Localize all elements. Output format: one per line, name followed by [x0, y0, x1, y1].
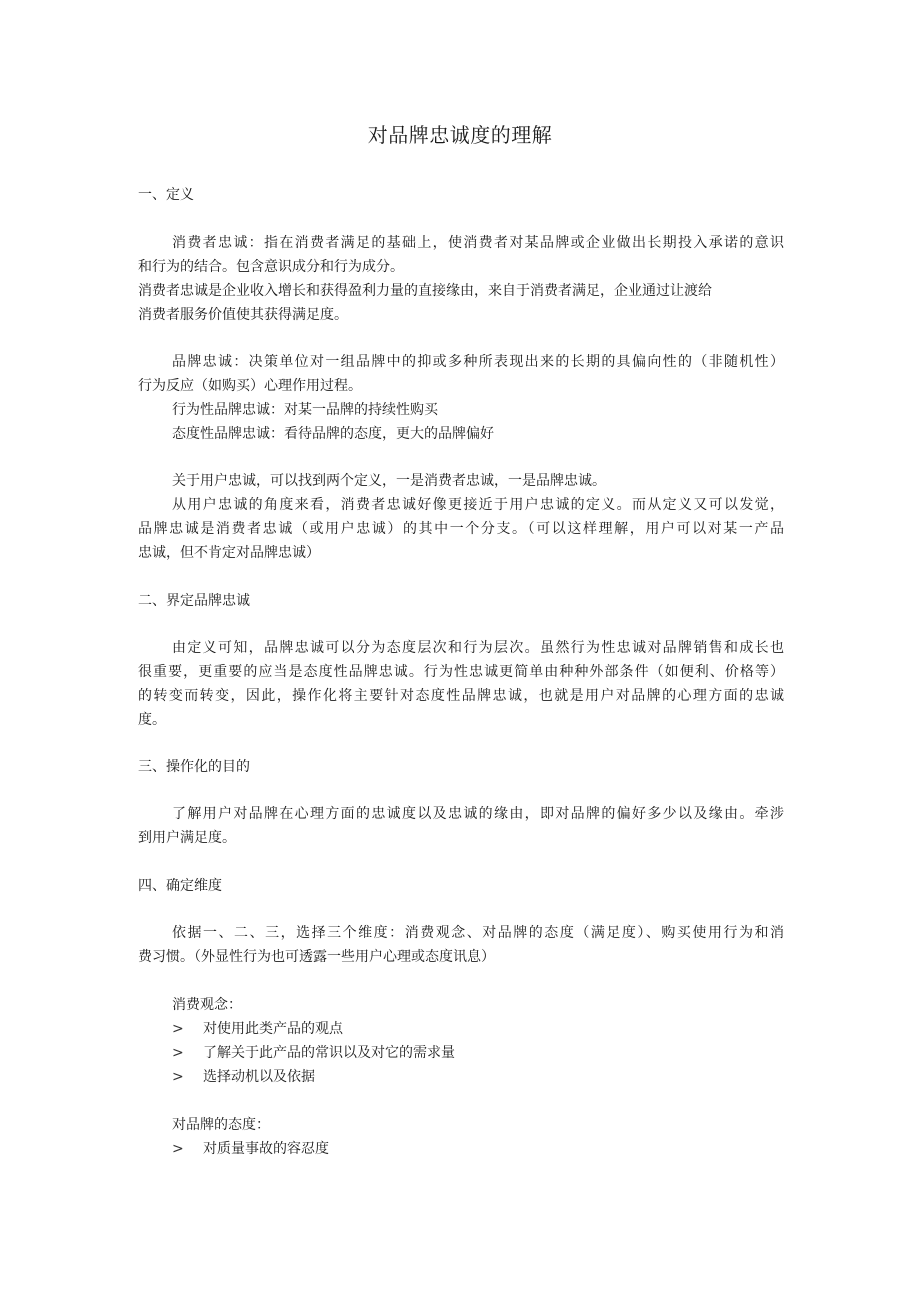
paragraph-line: 从用户忠诚的角度来看，消费者忠诚好像更接近于用户忠诚的定义。而从定义又可以发觉，	[172, 497, 784, 513]
paragraph-line: 到用户满足度。	[138, 830, 236, 846]
list-item: 对使用此类产品的观点	[203, 1021, 343, 1037]
paragraph-line: 忠诚，但不肯定对品牌忠诚）	[138, 545, 320, 561]
paragraph-line: 行为反应（如购买）心理作用过程。	[138, 378, 362, 394]
paragraph-line: 费习惯。（外显性行为也可透露一些用户心理或态度讯息）	[138, 949, 495, 965]
chevron-right-icon: >	[172, 1021, 184, 1037]
paragraph-line: 依据一、二、三，选择三个维度：消费观念、对品牌的态度（满足度）、购买使用行为和消	[172, 925, 784, 941]
paragraph-line: 由定义可知，品牌忠诚可以分为态度层次和行为层次。虽然行为性忠诚对品牌销售和成长也	[172, 640, 784, 656]
list-item: 选择动机以及依据	[203, 1069, 315, 1085]
paragraph-line: 的转变而转变，因此，操作化将主要针对态度性品牌忠诚，也就是用户对品牌的心理方面的忠诚	[138, 688, 784, 704]
list-item: 了解关于此产品的常识以及对它的需求量	[203, 1045, 455, 1061]
paragraph-line: 度。	[138, 712, 166, 728]
chevron-right-icon: >	[172, 1069, 184, 1085]
paragraph-line: 品牌忠诚：决策单位对一组品牌中的抑或多种所表现出来的长期的具偏向性的（非随机性）	[172, 354, 784, 370]
paragraph-line: 消费者忠诚是企业收入增长和获得盈利力量的直接缘由，来自于消费者满足，企业通过让渡给	[138, 283, 712, 299]
paragraph-line: 行为性品牌忠诚：对某一品牌的持续性购买	[172, 402, 438, 418]
paragraph-line: 和行为的结合。包含意识成分和行为成分。	[138, 259, 404, 275]
paragraph-line: 品牌忠诚是消费者忠诚（或用户忠诚）的其中一个分支。（可以这样理解，用户可以对某一产品	[138, 521, 784, 537]
paragraph-line: 关于用户忠诚，可以找到两个定义，一是消费者忠诚，一是品牌忠诚。	[172, 473, 606, 489]
page-title: 对品牌忠诚度的理解	[367, 123, 553, 147]
list-item: 对质量事故的容忍度	[203, 1141, 329, 1157]
chevron-right-icon: >	[172, 1045, 184, 1061]
paragraph-line: 了解用户对品牌在心理方面的忠诚度以及忠诚的缘由，即对品牌的偏好多少以及缘由。牵涉	[172, 806, 784, 822]
paragraph-line: 很重要，更重要的应当是态度性品牌忠诚。行为性忠诚更简单由种种外部条件（如便利、价格等）	[138, 664, 784, 680]
chevron-right-icon: >	[172, 1141, 184, 1157]
paragraph-line: 消费者服务价值使其获得满足度。	[138, 307, 348, 323]
paragraph-line: 态度性品牌忠诚：看待品牌的态度，更大的品牌偏好	[172, 426, 494, 442]
list-title-brand-attitude: 对品牌的态度：	[172, 1117, 270, 1133]
section-heading-definition: 一、定义	[138, 187, 194, 203]
section-heading-brand-loyalty: 二、界定品牌忠诚	[138, 593, 250, 609]
section-heading-purpose: 三、操作化的目的	[138, 759, 250, 775]
paragraph-line: 消费者忠诚：指在消费者满足的基础上，使消费者对某品牌或企业做出长期投入承诺的意识	[172, 235, 784, 251]
list-title-consumption-concept: 消费观念：	[172, 997, 242, 1013]
section-heading-dimensions: 四、确定维度	[138, 878, 222, 894]
